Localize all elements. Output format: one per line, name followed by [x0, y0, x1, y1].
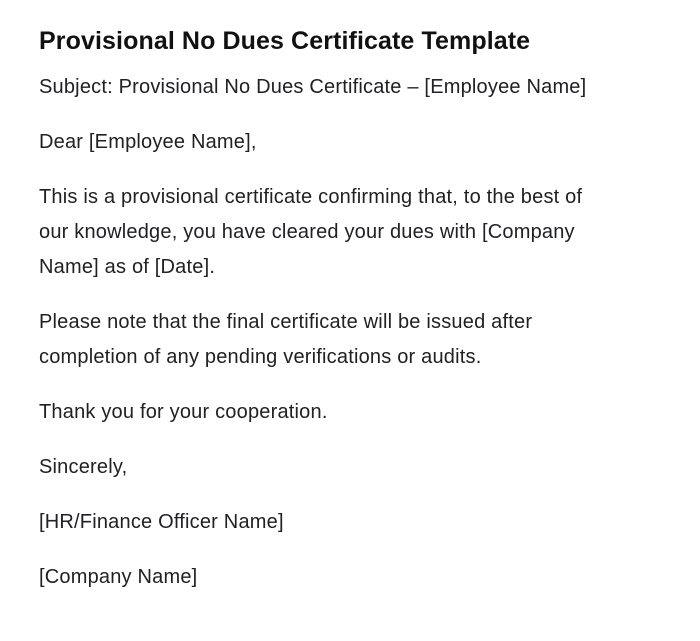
company-name-text: [Company Name] [39, 566, 198, 588]
body-paragraph-2-line-1: Please note that the final certificate will be issued after [39, 311, 533, 333]
officer-name-placeholder [39, 505, 660, 540]
body-paragraph-1-line-3: Name] as of [Date]. [39, 256, 216, 278]
subject-line [39, 70, 660, 105]
signoff [39, 450, 660, 485]
subject-line-text: Subject: Provisional No Dues Certificate – [Employee Name] [39, 76, 587, 98]
document-title: Provisional No Dues Certificate Template [39, 27, 531, 55]
signoff-text: Sincerely, [39, 456, 128, 478]
body-paragraph-1-line-1: This is a provisional certificate confirming that, to the best of [39, 186, 583, 208]
salutation-text: Dear [Employee Name], [39, 131, 257, 153]
body-paragraph-1-line-2: our knowledge, you have cleared your dues with [Company [39, 221, 575, 243]
salutation [39, 125, 660, 160]
body-paragraph-2 [39, 305, 660, 375]
closing-thanks [39, 395, 660, 430]
officer-name-text: [HR/Finance Officer Name] [39, 511, 284, 533]
closing-thanks-text: Thank you for your cooperation. [39, 401, 328, 423]
company-name-placeholder [39, 560, 660, 595]
body-paragraph-2-line-2: completion of any pending verifications or audits. [39, 346, 482, 368]
body-paragraph-1 [39, 180, 660, 285]
